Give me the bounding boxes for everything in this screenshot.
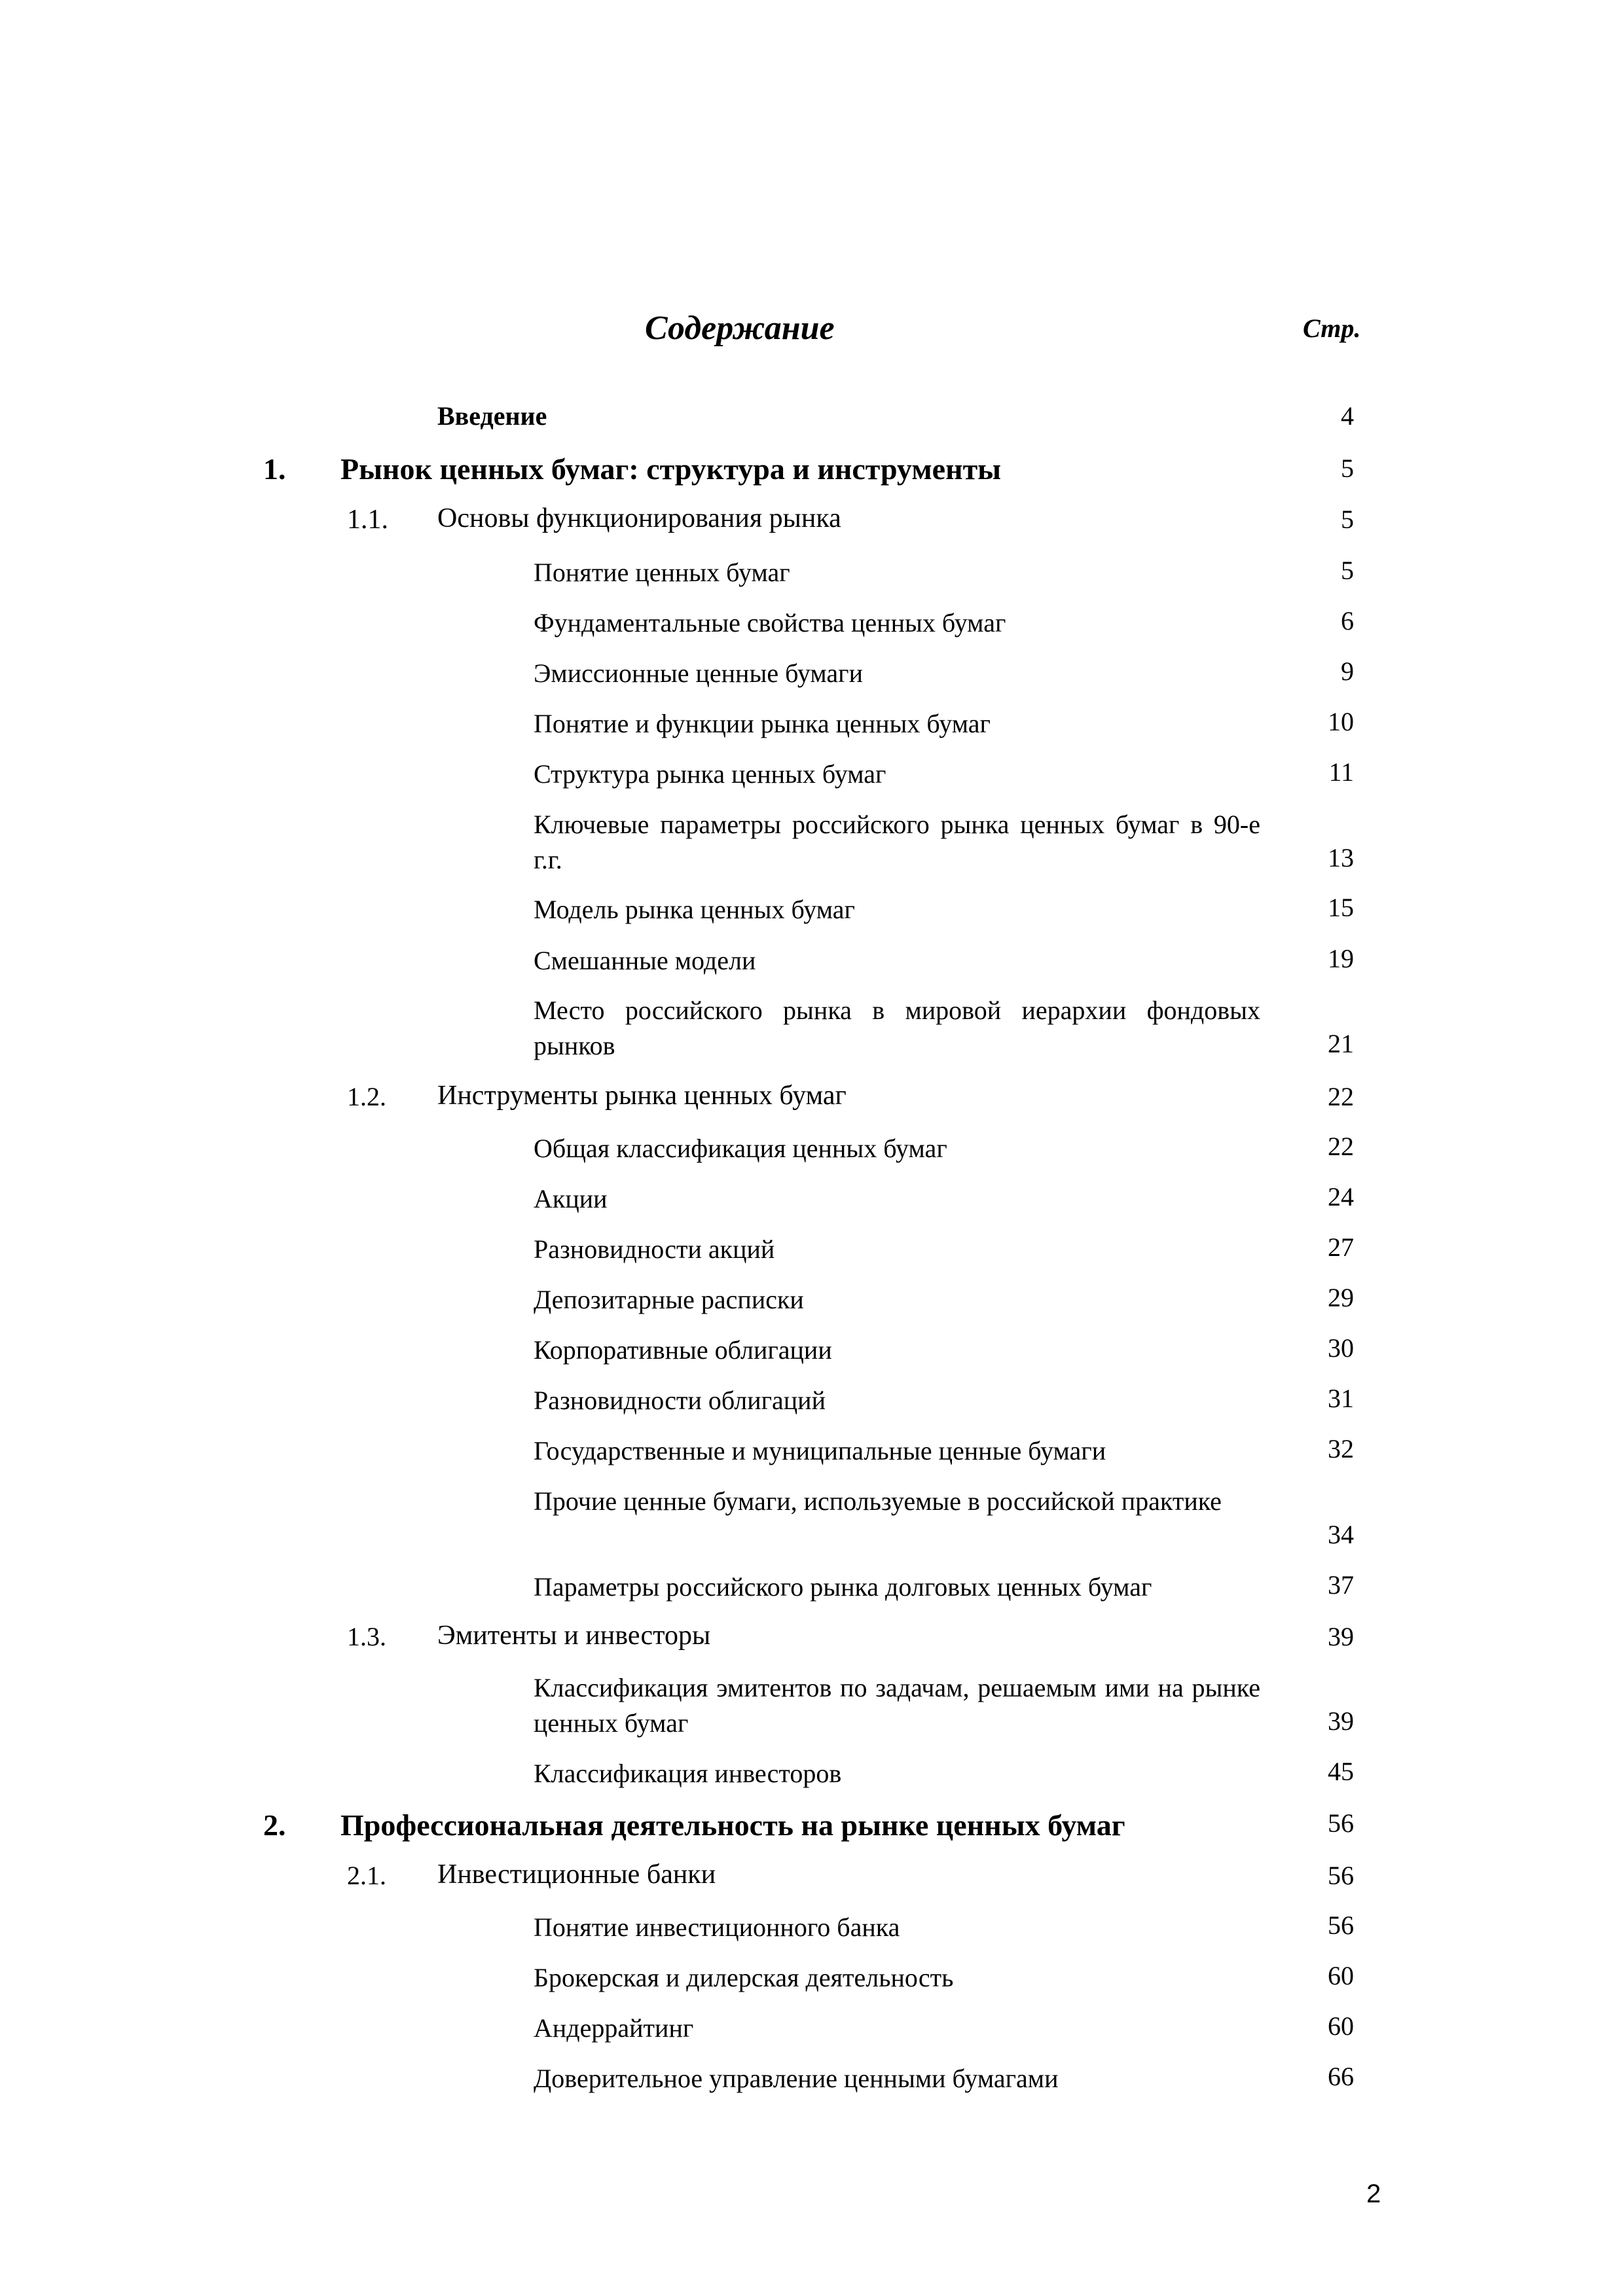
toc-item-page: 24 — [1328, 1182, 1354, 1211]
toc-section-page: 39 — [1328, 1622, 1354, 1651]
toc-item-title[interactable]: Модель рынка ценных бумаг — [534, 895, 855, 924]
toc-chapter-number: 2. — [263, 1808, 286, 1842]
toc-item-page: 60 — [1328, 2011, 1354, 2041]
toc-chapter-title[interactable]: Рынок ценных бумаг: структура и инструменты — [340, 452, 1002, 486]
page-number: 2 — [1366, 2179, 1381, 2208]
toc-section-number: 1.1. — [347, 505, 388, 535]
toc-item-title[interactable]: Эмиссионные ценные бумаги — [534, 658, 863, 688]
toc-item-page: 31 — [1328, 1384, 1354, 1413]
toc-item-page: 11 — [1328, 757, 1354, 787]
toc-item-page: 15 — [1328, 893, 1354, 922]
toc-chapter-page: 5 — [1341, 454, 1354, 483]
toc-item-page: 60 — [1328, 1961, 1354, 1990]
toc-section-page: 22 — [1328, 1082, 1354, 1111]
toc-item-page: 30 — [1328, 1333, 1354, 1363]
toc-item-page: 45 — [1328, 1757, 1354, 1786]
toc-item-page: 13 — [1328, 843, 1354, 872]
toc-section-title[interactable]: Инвестиционные банки — [437, 1859, 716, 1890]
toc-item-page: 29 — [1328, 1283, 1354, 1312]
toc-intro-page: 4 — [1341, 401, 1354, 431]
toc-item-page: 22 — [1328, 1132, 1354, 1161]
toc-item-title[interactable]: Общая классификация ценных бумаг — [534, 1134, 947, 1163]
toc-section-title[interactable]: Основы функционирования рынка — [437, 503, 841, 533]
toc-chapter-title[interactable]: Профессиональная деятельность на рынке ценных бумаг — [340, 1808, 1125, 1842]
toc-section-page: 5 — [1341, 505, 1354, 534]
toc-item-title[interactable]: Разновидности акций — [534, 1234, 775, 1264]
toc-section-title[interactable]: Инструменты рынка ценных бумаг — [437, 1081, 847, 1111]
toc-item-title[interactable]: Брокерская и дилерская деятельность — [534, 1963, 954, 1992]
toc-item-title[interactable]: Депозитарные расписки — [534, 1285, 804, 1314]
toc-item-title[interactable]: Понятие ценных бумаг — [534, 558, 790, 587]
toc-item-title[interactable]: Место российского рынка в мировой иерархии фондовых рынков — [534, 996, 1260, 1060]
toc-item-page: 32 — [1328, 1434, 1354, 1463]
toc-section-number: 1.2. — [347, 1082, 386, 1111]
toc-item-page: 39 — [1328, 1706, 1354, 1736]
toc-item-title[interactable]: Ключевые параметры российского рынка ценных бумаг в 90-е г.г. — [534, 810, 1260, 874]
toc-section-title[interactable]: Эмитенты и инвесторы — [437, 1621, 711, 1651]
toc-section-number: 1.3. — [347, 1622, 386, 1651]
toc-item-page: 21 — [1328, 1029, 1354, 1058]
toc-item-title[interactable]: Акции — [534, 1184, 608, 1213]
toc-item-page: 66 — [1328, 2062, 1354, 2091]
toc-item-page: 56 — [1328, 1910, 1354, 1940]
toc-item-page: 6 — [1341, 606, 1354, 636]
toc-item-title[interactable]: Разновидности облигаций — [534, 1386, 826, 1415]
toc-item-title[interactable]: Смешанные модели — [534, 946, 756, 975]
toc-item-page: 27 — [1328, 1232, 1354, 1262]
toc-section-page: 56 — [1328, 1861, 1354, 1890]
toc-item-title[interactable]: Прочие ценные бумаги, используемые в российской практике — [534, 1486, 1222, 1516]
toc-item-title[interactable]: Параметры российского рынка долговых ценных бумаг — [534, 1572, 1152, 1602]
page-title: Содержание — [645, 310, 835, 347]
toc-item-page: 5 — [1341, 556, 1354, 585]
toc-item-page: 19 — [1328, 944, 1354, 973]
toc-chapter-number: 1. — [263, 452, 286, 486]
toc-item-page: 37 — [1328, 1570, 1354, 1600]
toc-item-page: 10 — [1328, 707, 1354, 736]
toc-section-number: 2.1. — [347, 1861, 386, 1890]
toc-item-title[interactable]: Государственные и муниципальные ценные бумаги — [534, 1436, 1106, 1465]
toc-item-title[interactable]: Корпоративные облигации — [534, 1335, 832, 1365]
toc-item-title[interactable]: Андеррайтинг — [534, 2013, 694, 2043]
page-column-heading: Стр. — [1303, 314, 1361, 343]
toc-item-title[interactable]: Фундаментальные свойства ценных бумаг — [534, 608, 1006, 637]
toc-item-title[interactable]: Доверительное управление ценными бумагами — [534, 2064, 1059, 2093]
toc-chapter-page: 56 — [1328, 1808, 1354, 1838]
toc-item-title[interactable]: Классификация инвесторов — [534, 1759, 842, 1788]
toc-intro-title[interactable]: Введение — [437, 401, 547, 431]
toc-item-title[interactable]: Структура рынка ценных бумаг — [534, 759, 886, 789]
toc-item-title[interactable]: Понятие инвестиционного банка — [534, 1912, 900, 1942]
toc-item-title[interactable]: Понятие и функции рынка ценных бумаг — [534, 709, 991, 738]
toc-item-page: 9 — [1341, 656, 1354, 686]
toc-item-title[interactable]: Классификация эмитентов по задачам, решаемым ими на рынке ценных бумаг — [534, 1673, 1260, 1738]
toc-item-page: 34 — [1328, 1520, 1354, 1549]
